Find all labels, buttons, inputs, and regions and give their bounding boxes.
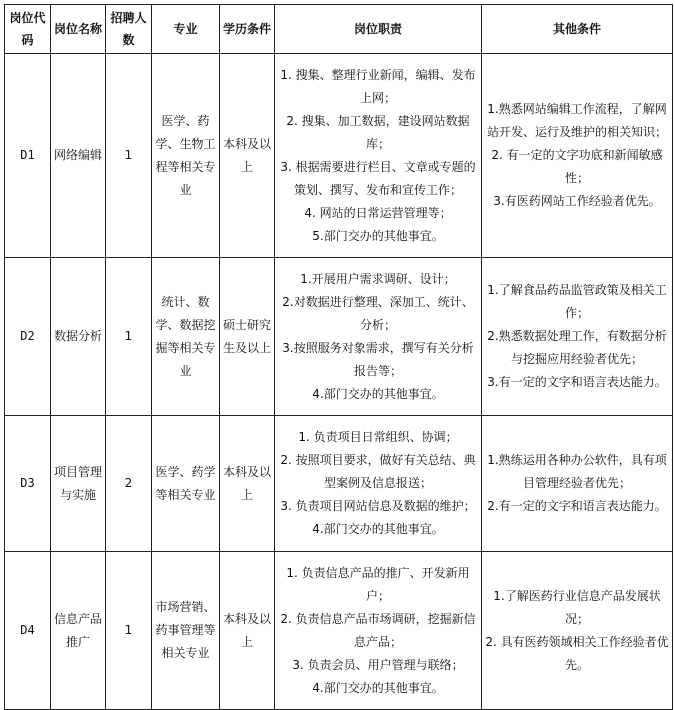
conditions-cell: [482, 54, 673, 258]
duty-item: 2. 按照项目要求，做好有关总结、典型案例及信息报送；: [280, 453, 476, 490]
position-name: 数据分析: [51, 258, 106, 416]
condition-item: 2. 有一定的文字功底和新闻敏感性；: [491, 148, 663, 185]
duty-item: 1. 负责信息产品的推广、开发新用户；: [286, 565, 470, 603]
duty-item: 1. 搜集、整理行业新闻，编辑、发布上网；: [280, 67, 476, 105]
education-requirement: 本科及以上: [220, 416, 275, 552]
condition-item: 3.有医药网站工作经验者优先。: [493, 194, 661, 208]
position-name: 信息产品推广: [51, 552, 106, 710]
position-name: 网络编辑: [51, 54, 106, 258]
position-code: D1: [5, 54, 51, 258]
header-conditions: 其他条件: [482, 5, 673, 54]
duties-cell: [275, 416, 482, 552]
conditions-cell: [482, 552, 673, 710]
duty-item: 1.开展用户需求调研、设计；: [300, 271, 456, 286]
duty-item: 4.部门交办的其他事宜。: [312, 386, 444, 401]
education-requirement: 本科及以上: [220, 552, 275, 710]
conditions-cell: [482, 416, 673, 552]
condition-item: 1.熟悉网站编辑工作流程，了解网站开发、运行及维护的相关知识；: [486, 102, 667, 139]
duties-cell: [275, 54, 482, 258]
duty-item: 3. 根据需要进行栏目、文章或专题的策划、撰写、发布和宣传工作；: [280, 159, 476, 197]
condition-item: 2.熟悉数据处理工作，有数据分析与挖掘应用经验者优先；: [487, 329, 667, 366]
header-name: 岗位名称: [51, 5, 106, 54]
duty-item: 5.部门交办的其他事宜。: [312, 228, 444, 243]
education-requirement: 本科及以上: [220, 54, 275, 258]
hiring-count: 2: [106, 416, 152, 552]
position-code: D4: [5, 552, 51, 710]
table-row: [5, 54, 673, 258]
duty-item: 2.对数据进行整理、深加工、统计、分析；: [282, 294, 474, 332]
duties-cell: [275, 552, 482, 710]
duty-item: 4.部门交办的其他事宜。: [312, 680, 444, 695]
conditions-cell: [482, 258, 673, 416]
job-table: [4, 4, 673, 710]
header-major: 专业: [152, 5, 220, 54]
hiring-count: 1: [106, 54, 152, 258]
duty-item: 2. 搜集、加工数据，建设网站数据库；: [286, 113, 470, 151]
duty-item: 1. 负责项目日常组织、协调；: [298, 430, 458, 444]
position-code: D2: [5, 258, 51, 416]
duties-cell: [275, 258, 482, 416]
header-row: [5, 5, 673, 54]
condition-item: 2.有一定的文字和语言表达能力。: [487, 499, 667, 513]
major-requirement: 医学、药学等相关专业: [152, 416, 220, 552]
duty-item: 2. 负责信息产品市场调研，挖掘新信息产品；: [280, 611, 476, 649]
major-requirement: 医学、药学、生物工程等相关专业: [152, 54, 220, 258]
condition-item: 3.有一定的文字和语言表达能力。: [487, 375, 667, 389]
duty-item: 4.部门交办的其他事宜。: [312, 522, 444, 536]
table-row: [5, 552, 673, 710]
condition-item: 1.熟练运用各种办公软件，具有项目管理经验者优先；: [487, 453, 667, 490]
major-requirement: 统计、数学、数据挖掘等相关专业: [152, 258, 220, 416]
header-duties: 岗位职责: [275, 5, 482, 54]
header-education: 学历条件: [220, 5, 275, 54]
condition-item: 1.了解医药行业信息产品发展状况；: [493, 588, 661, 626]
hiring-count: 1: [106, 258, 152, 416]
table-row: [5, 258, 673, 416]
condition-item: 2. 具有医药领域相关工作经验者优先。: [485, 634, 669, 672]
duty-item: 3.按照服务对象需求，撰写有关分析报告等；: [282, 340, 474, 378]
duty-item: 3. 负责项目网站信息及数据的维护；: [280, 499, 476, 513]
condition-item: 1.了解食品药品监管政策及相关工作；: [487, 283, 667, 320]
position-code: D3: [5, 416, 51, 552]
position-name: 项目管理与实施: [51, 416, 106, 552]
education-requirement: 硕士研究生及以上: [220, 258, 275, 416]
table-row: [5, 416, 673, 552]
hiring-count: 1: [106, 552, 152, 710]
duty-item: 3. 负责会员、用户管理与联络；: [292, 657, 464, 672]
duty-item: 4. 网站的日常运营管理等；: [304, 205, 452, 220]
major-requirement: 市场营销、药事管理等相关专业: [152, 552, 220, 710]
header-count: 招聘人数: [106, 5, 152, 54]
header-code: 岗位代码: [5, 5, 51, 54]
